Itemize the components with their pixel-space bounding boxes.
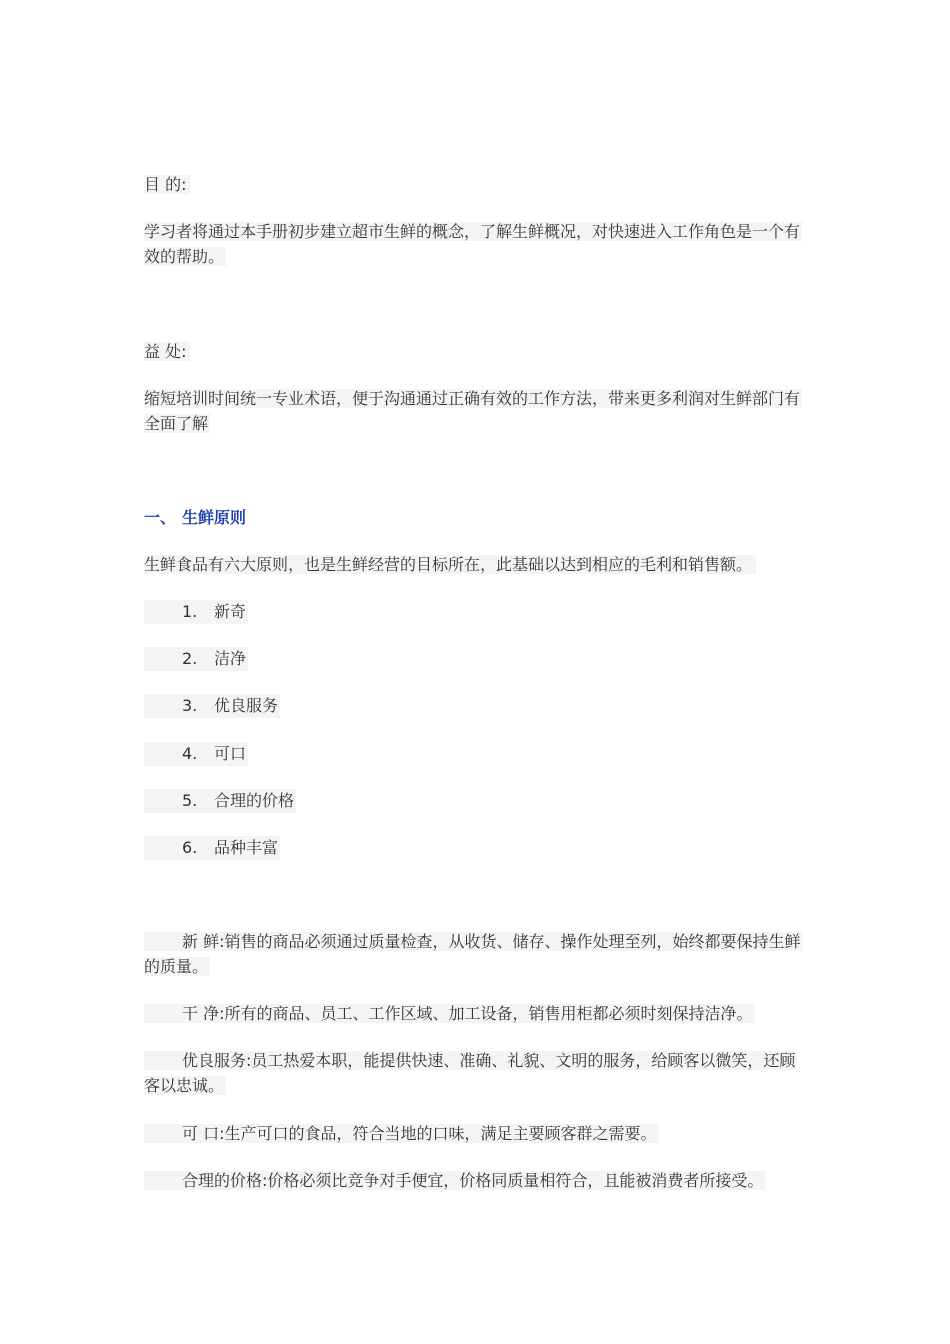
list-item-number: 3. — [182, 696, 198, 715]
list-item-number: 5. — [182, 791, 198, 810]
list-item-label: 新奇 — [214, 602, 247, 621]
explanation-text: 销售的商品必须通过质量检查，从收货、储存、操作处理至列，始终都要保持生鲜的质量。 — [144, 932, 801, 976]
list-item — [144, 836, 280, 860]
list-item-number: 2. — [182, 649, 198, 668]
explanation-paragraph — [144, 1049, 804, 1098]
explanation-paragraph — [144, 930, 804, 979]
list-item-label: 可口 — [214, 744, 247, 763]
benefit-label — [144, 340, 190, 364]
explanation-term: 可 口: — [182, 1124, 225, 1143]
explanation-paragraph — [144, 1169, 804, 1194]
explanation-text: 所有的商品、员工、工作区域、加工设备，销售用柜都必须时刻保持洁净。 — [224, 1004, 753, 1023]
list-item-number: 1. — [182, 602, 198, 621]
section-number: 一、 — [144, 508, 177, 527]
benefit-label-text: 益 处: — [144, 342, 190, 361]
explanation-highlight — [144, 1051, 797, 1095]
section-heading — [144, 506, 246, 530]
explanation-text: 生产可口的食品，符合当地的口味，满足主要顾客群之需要。 — [224, 1124, 657, 1143]
explanation-paragraph — [144, 1122, 804, 1147]
explanation-highlight — [144, 1004, 755, 1023]
list-item-label: 优良服务 — [214, 696, 279, 715]
benefit-text: 缩短培训时间统一专业术语，便于沟通通过正确有效的工作方法，带来更多利润对生鲜部门有全面了解 — [144, 389, 801, 433]
list-item-number: 6. — [182, 838, 198, 857]
list-item-label: 洁净 — [214, 649, 247, 668]
list-item — [144, 600, 248, 624]
explanation-text: 员工热爱本职，能提供快速、准确、礼貌、文明的服务，给顾客以微笑，还顾客以忠诚。 — [144, 1051, 796, 1095]
purpose-label — [144, 173, 190, 197]
list-item — [144, 789, 296, 813]
purpose-text: 学习者将通过本手册初步建立超市生鲜的概念，了解生鲜概况，对快速进入工作角色是一个有效的帮助。 — [144, 222, 801, 266]
explanation-term: 新 鲜: — [182, 932, 225, 951]
explanation-term: 合理的价格: — [182, 1171, 268, 1190]
section-intro-text: 生鲜食品有六大原则，也是生鲜经营的目标所在，此基础以达到相应的毛利和销售额。 — [144, 555, 756, 574]
list-item — [144, 742, 248, 766]
explanation-paragraph — [144, 1002, 804, 1027]
explanation-text: 价格必须比竞争对手便宜，价格同质量相符合，且能被消费者所接受。 — [267, 1171, 764, 1190]
purpose-label-text: 目 的: — [144, 175, 190, 194]
list-item-number: 4. — [182, 744, 198, 763]
section-intro — [144, 553, 756, 577]
list-item-label: 合理的价格 — [214, 791, 295, 810]
explanation-highlight — [144, 1171, 765, 1190]
explanation-highlight — [144, 932, 803, 976]
purpose-paragraph — [144, 220, 804, 269]
benefit-paragraph — [144, 387, 804, 436]
section-title: 生鲜原则 — [182, 508, 247, 527]
explanation-term: 优良服务: — [182, 1051, 252, 1070]
explanation-highlight — [144, 1124, 659, 1143]
explanation-term: 干 净: — [182, 1004, 225, 1023]
list-item-label: 品种丰富 — [214, 838, 279, 857]
list-item — [144, 647, 248, 671]
list-item — [144, 694, 280, 718]
